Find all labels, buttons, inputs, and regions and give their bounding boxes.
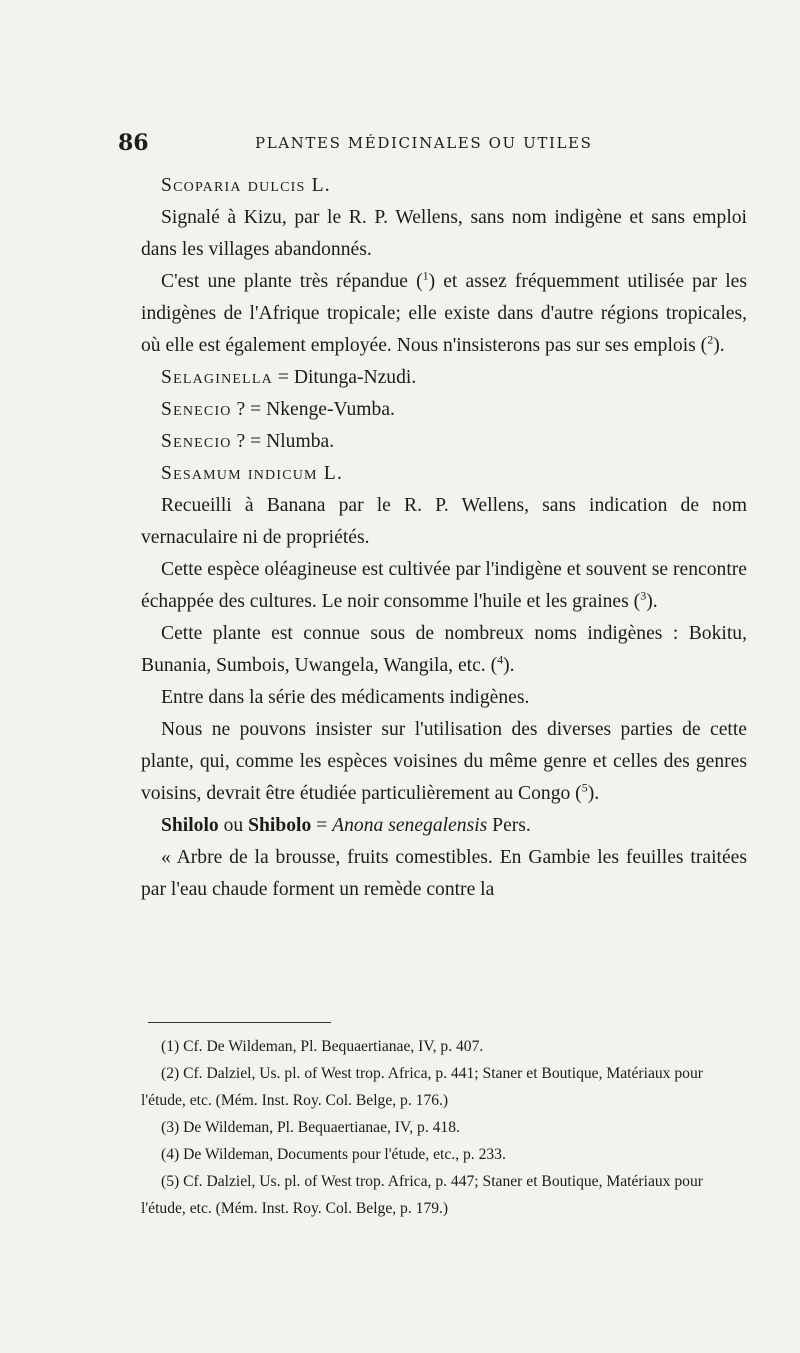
- footnote-1: (1) Cf. De Wildeman, Pl. Bequaertianae, IV, p. 407.: [161, 1038, 484, 1055]
- footnote-ref: 5: [581, 780, 588, 795]
- page-number: 86: [118, 130, 149, 156]
- entry-title-senecio-2: Senecio ? = Nlumba.: [161, 431, 335, 452]
- footnotes: [141, 1033, 747, 1222]
- paragraph: Signalé à Kizu, par le R. P. Wellens, sans nom indigène et sans emploi dans les villages abandonnés.: [141, 207, 747, 260]
- paragraph: « Arbre de la brousse, fruits comestibles. En Gambie les feuilles traitées par l'eau chaude forment un remède contre la: [141, 847, 747, 900]
- paragraph: Recueilli à Banana par le R. P. Wellens, sans indication de nom vernaculaire ni de propriétés.: [141, 495, 747, 548]
- footnote-2: (2) Cf. Dalziel, Us. pl. of West trop. Africa, p. 441; Staner et Boutique, Matériaux pour l'étude, etc. (Mém. Inst. Roy. Col. Belge, p. 176.): [141, 1065, 703, 1109]
- entry-title-sesamum: Sesamum indicum L.: [161, 463, 344, 484]
- entry-title-senecio-1: Senecio ? = Nkenge-Vumba.: [161, 399, 395, 420]
- page-header: [0, 130, 800, 160]
- footnote-rule: [148, 1022, 331, 1023]
- footnote-ref: 1: [422, 268, 429, 283]
- paragraph: Cette espèce oléagineuse est cultivée par l'indigène et souvent se rencontre échappée des cultures. Le noir consomme l'huile et les graines ($^3$).: [141, 559, 747, 612]
- running-title: PLANTES MÉDICINALES OU UTILES: [255, 134, 593, 152]
- paragraph: Nous ne pouvons insister sur l'utilisation des diverses parties de cette plante, qui, comme les espèces voisines du même genre et celles des genres voisins, devrait être étudiée particulièrement au Congo ($^5$).: [141, 719, 747, 804]
- footnote-4: (4) De Wildeman, Documents pour l'étude, etc., p. 233.: [161, 1146, 506, 1163]
- entry-title-shilolo: Shilolo ou Shibolo = Anona senegalensis Pers.: [161, 815, 531, 836]
- entry-title-scoparia: Scoparia dulcis L.: [161, 175, 331, 196]
- footnote-ref: 4: [497, 652, 504, 667]
- paragraph: C'est une plante très répandue ($^1$) et assez fréquemment utilisée par les indigènes de l'Afrique tropicale; elle existe dans d'autre régions tropicales, où elle est également employée. Nous n'insisterons pas sur ses emplois ($^2$).: [141, 268, 747, 356]
- paragraph: Cette plante est connue sous de nombreux noms indigènes : Bokitu, Bunania, Sumbois, Uwangela, Wangila, etc. ($^4$).: [141, 623, 747, 676]
- footnote-ref: 2: [707, 332, 714, 347]
- footnote-3: (3) De Wildeman, Pl. Bequaertianae, IV, p. 418.: [161, 1119, 460, 1136]
- footnote-5: (5) Cf. Dalziel, Us. pl. of West trop. Africa, p. 447; Staner et Boutique, Matériaux pour l'étude, etc. (Mém. Inst. Roy. Col. Belge, p. 179.): [141, 1173, 703, 1217]
- paragraph: Entre dans la série des médicaments indigènes.: [161, 687, 530, 708]
- entry-title-selaginella: Selaginella = Ditunga-Nzudi.: [161, 367, 417, 388]
- body-text: [141, 170, 747, 906]
- footnote-ref: 3: [640, 588, 647, 603]
